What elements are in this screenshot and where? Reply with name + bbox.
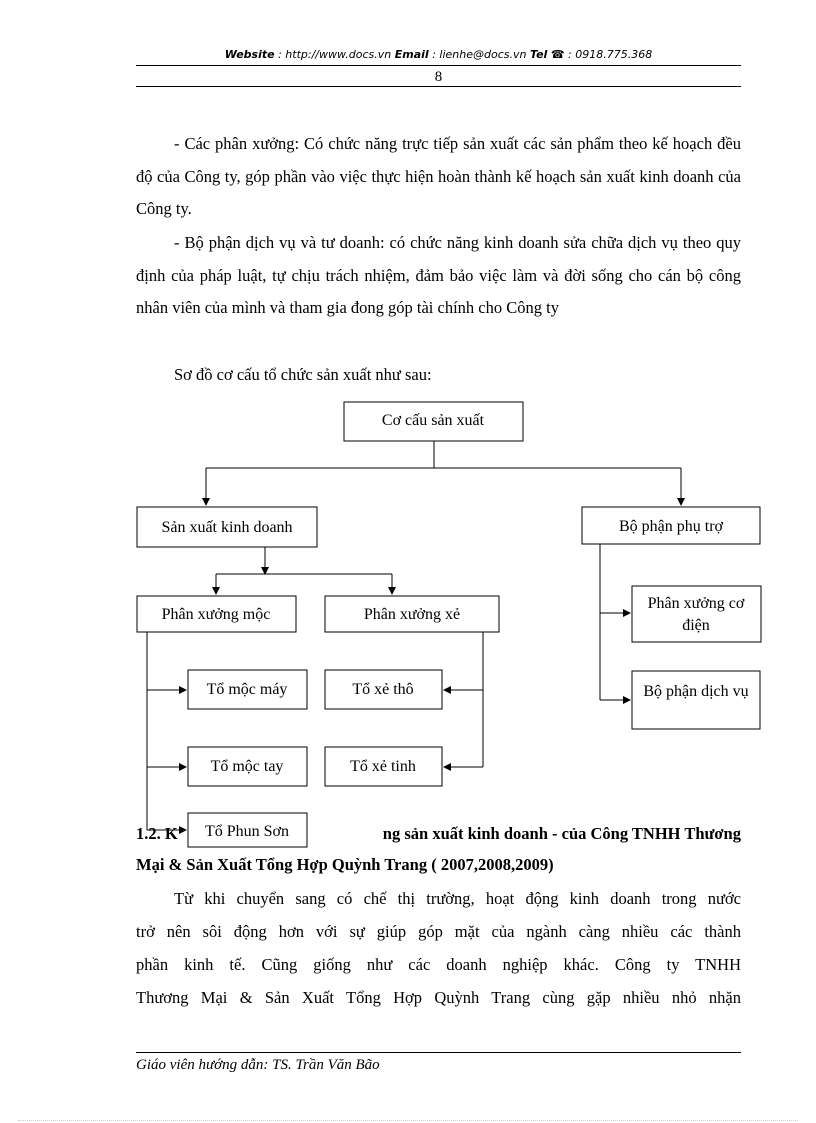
tel-label: Tel (529, 48, 548, 61)
box-service-dept (632, 671, 760, 729)
service-dept-label: Bộ phận dịch vụ (643, 683, 749, 700)
email-value: : lienhe@docs.vn (428, 48, 530, 61)
email-label: Email (394, 48, 429, 61)
phone-icon: ☎ (550, 48, 565, 61)
hand-wood-label: Tổ mộc tay (210, 758, 284, 775)
body-line-4: Thương Mại & Sản Xuất Tổng Hợp Quỳnh Trang cùng gặp nhiều nhỏ nhặn (136, 988, 741, 1007)
footer-supervisor: Giáo viên hướng dẫn: TS. Trần Văn Bão (136, 1057, 380, 1073)
body-line-3: phần kinh tế. Cũng giống như các doanh nghiệp khác. Công ty TNHH (136, 955, 741, 974)
production-label: Sản xuất kinh doanh (161, 519, 293, 536)
rough-saw-label: Tổ xẻ thô (352, 681, 414, 698)
wood-workshop-label: Phân xưởng mộc (161, 606, 271, 623)
paragraph-service-dept: - Bộ phận dịch vụ và tư doanh: có chức năng kinh doanh sửa chữa dịch vụ theo quy định của pháp luật, tự chịu trách nhiệm, đảm bảo việc làm và đời sống cho cán bộ công nhân viên của mình và tham gia đong góp tài chính cho Công ty (136, 233, 741, 317)
body-line-2: trở nên sôi động hơn với sự giúp góp mặt của ngành càng nhiều các thành (136, 922, 741, 941)
paragraph-workshops: - Các phân xưởng: Có chức năng trực tiếp sản xuất các sản phẩm theo kế hoạch đều độ của Công ty, góp phần vào việc thực hiện hoàn thành kế hoạch sản xuất kinh doanh của Công ty. (136, 134, 741, 218)
fine-saw-label: Tổ xẻ tinh (350, 758, 416, 775)
body-line-1: Từ khi chuyển sang có chế thị trường, hoạt động kinh doanh trong nước (174, 889, 741, 908)
electric-workshop-label-1: Phân xưởng cơ (647, 595, 745, 612)
section-heading-line1: ng sản xuất kinh doanh - của Công TNHH Thương (382, 824, 741, 843)
paragraph-chart-intro: Sơ đồ cơ cấu tổ chức sản xuất như sau: (174, 365, 432, 384)
root-label: Cơ cấu sản xuất (381, 412, 485, 429)
machine-wood-label: Tổ mộc máy (206, 681, 288, 698)
page-edge-dots (18, 1120, 798, 1121)
spray-label: Tổ Phun Sơn (204, 823, 290, 840)
saw-workshop-label: Phân xưởng xẻ (363, 606, 461, 623)
footer-rule (136, 1052, 741, 1053)
section-heading-line2: Mại & Sản Xuất Tổng Hợp Quỳnh Trang ( 2007,2008,2009) (136, 855, 554, 874)
website-value: : http://www.docs.vn (274, 48, 395, 61)
website-label: Website (224, 48, 275, 61)
section-heading-start: 1.2. K (136, 824, 178, 843)
electric-workshop-label-2: điện (682, 617, 710, 634)
support-label: Bộ phận phụ trợ (618, 518, 724, 535)
tel-value: : 0918.775.368 (564, 48, 653, 61)
page-number: 8 (434, 69, 443, 85)
